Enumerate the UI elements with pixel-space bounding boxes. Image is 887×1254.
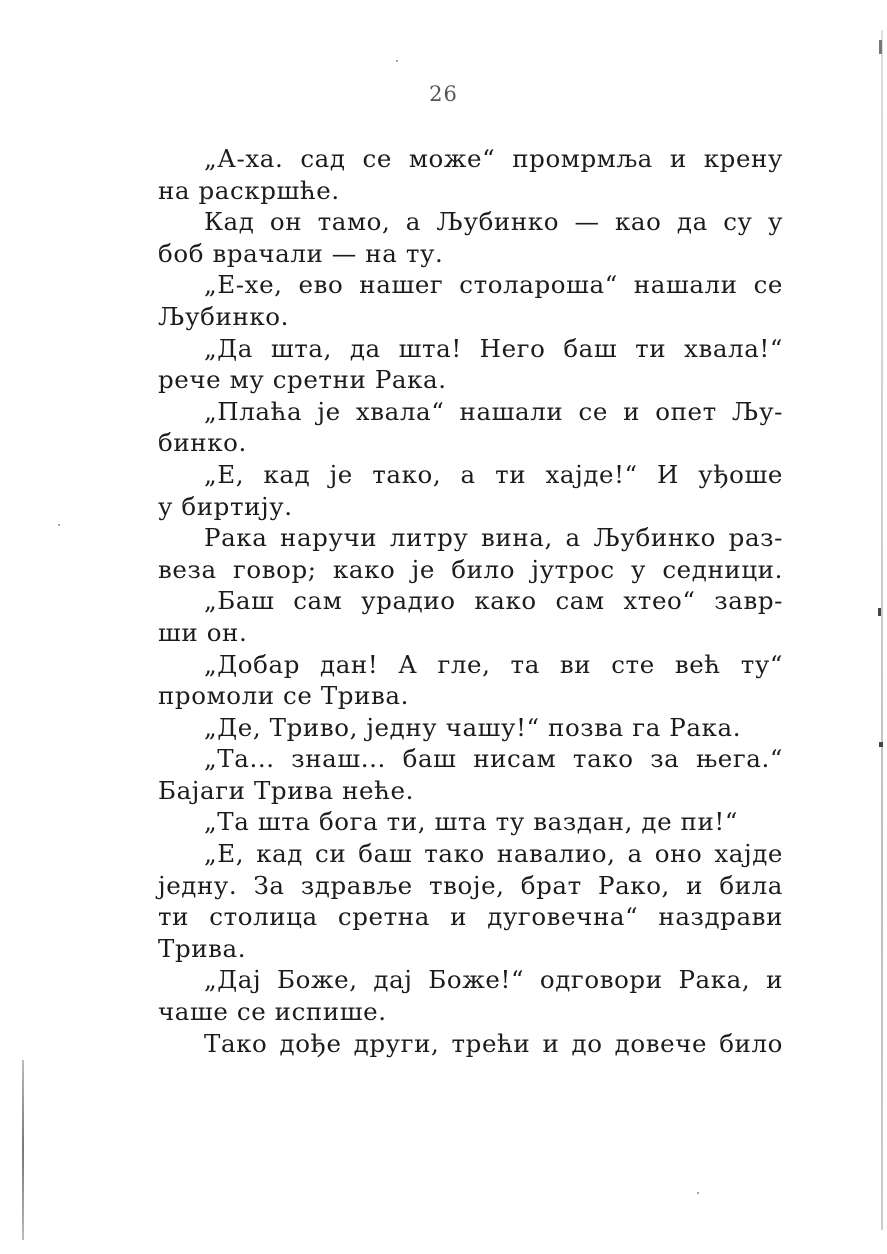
text-line: чаше се испише.	[158, 997, 387, 1027]
text-line: промоли се Трива.	[158, 681, 410, 711]
text-line: Рака наручи литру вина, а Љубинко раз-	[204, 523, 783, 553]
text-line: „Добар дан! А гле, та ви сте већ ту“	[204, 649, 783, 679]
text-line: „Та... знаш... баш нисам тако за њега.“	[204, 744, 783, 774]
text-line: једну. За здравље твоје, брат Рако, и била	[158, 870, 783, 900]
scan-mark	[879, 742, 883, 747]
text-line: „Е, кад је тако, а ти хајде!“ И уђоше	[204, 459, 783, 489]
text-line: Љубинко.	[158, 301, 290, 331]
scan-speck	[396, 60, 398, 62]
text-line: рече му сретни Рака.	[158, 365, 447, 395]
body-text	[158, 143, 783, 1059]
text-line: „Е, кад си баш тако навалио, а оно хајде	[204, 839, 783, 869]
text-line: „Дај Боже, дај Боже!“ одговори Рака, и	[204, 965, 783, 995]
text-line: ши он.	[158, 617, 248, 647]
text-line: „Де, Триво, једну чашу!“ позва га Рака.	[204, 712, 742, 742]
text-line: боб врачали — на ту.	[158, 238, 444, 268]
scan-speck	[697, 1192, 699, 1194]
text-line: Бајаги Трива неће.	[158, 775, 415, 805]
text-line: „Баш сам урадио како сам хтео“ завр-	[204, 586, 783, 616]
scan-mark	[878, 608, 881, 616]
scan-edge-right	[881, 30, 883, 1230]
text-line: у биртију.	[158, 491, 293, 521]
scan-edge-left	[22, 1060, 24, 1240]
text-line: ти столица сретна и дуговечна“ наздрави	[158, 902, 783, 932]
scan-mark	[879, 40, 882, 54]
text-line: Трива.	[158, 933, 247, 963]
text-line: Кад он тамо, а Љубинко — као да су у	[204, 207, 783, 237]
text-line: Тако дође други, трећи и до довече било	[204, 1028, 783, 1058]
text-line: „Та шта бога ти, шта ту ваздан, де пи!“	[204, 807, 738, 837]
text-line: „Е-хе, ево нашег столароша“ нашали се	[204, 270, 783, 300]
text-line: „А-ха. сад се може“ промрмља и крену	[204, 144, 783, 173]
text-line: „Да шта, да шта! Него баш ти хвала!“	[204, 333, 783, 363]
scan-speck	[58, 524, 60, 526]
text-line: „Плаћа је хвала“ нашали се и опет Љу-	[204, 396, 783, 426]
text-line: бинко.	[158, 428, 247, 458]
page-number: 26	[429, 82, 458, 106]
text-line: на раскршће.	[158, 175, 340, 205]
text-line: веза говор; како је било јутрос у седници.	[158, 554, 783, 584]
